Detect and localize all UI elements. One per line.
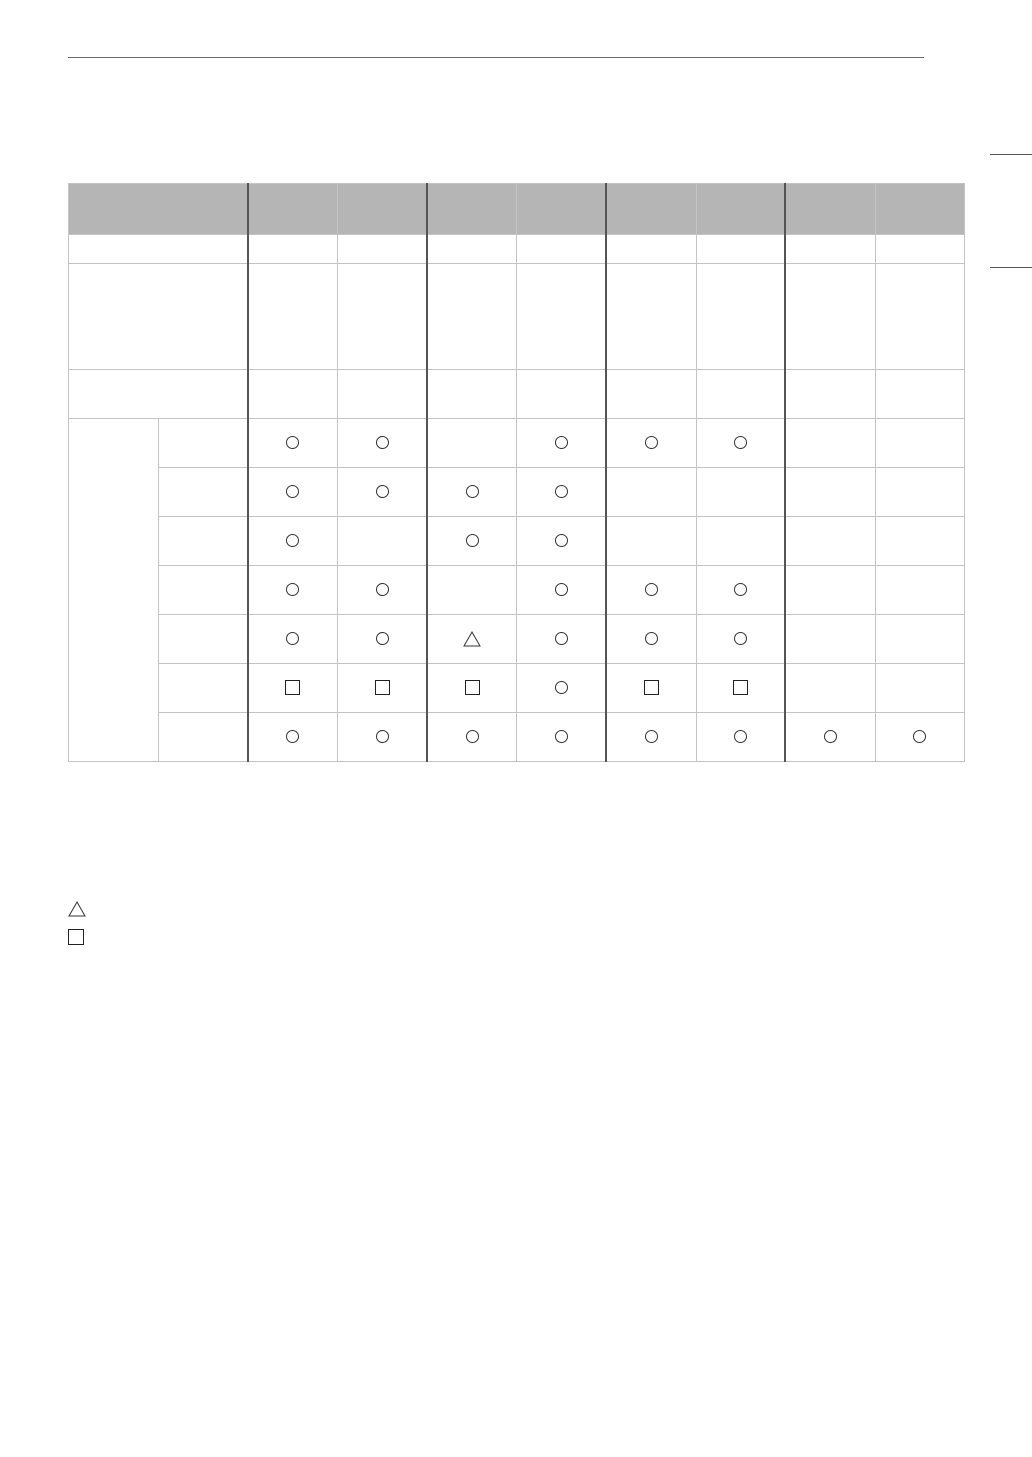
sub-label-cell: [159, 419, 248, 468]
circle-icon: [466, 485, 479, 498]
matrix-cell: [517, 566, 606, 615]
matrix-cell: [517, 664, 606, 713]
circle-icon: [734, 632, 747, 645]
sub-label-cell: [159, 713, 248, 762]
sub-label-cell: [159, 615, 248, 664]
column-header: [696, 184, 785, 235]
matrix-cell: [248, 419, 338, 468]
matrix-cell: [875, 468, 964, 517]
table-cell: [427, 235, 517, 264]
column-header: [875, 184, 964, 235]
matrix-row: [69, 566, 965, 615]
column-header: [785, 184, 875, 235]
table-cell: [427, 264, 517, 370]
table-cell: [606, 264, 696, 370]
compatibility-table: [68, 183, 965, 762]
circle-icon: [645, 436, 658, 449]
table-cell: [696, 370, 785, 419]
sub-label-cell: [159, 664, 248, 713]
matrix-row: [69, 615, 965, 664]
table-cell: [875, 235, 964, 264]
table-cell: [785, 264, 875, 370]
table-cell: [696, 235, 785, 264]
table-cell: [248, 370, 338, 419]
matrix-cell: [427, 566, 517, 615]
matrix-row: [69, 468, 965, 517]
matrix-cell: [785, 468, 875, 517]
table-cell: [785, 235, 875, 264]
circle-icon: [466, 534, 479, 547]
circle-icon: [734, 730, 747, 743]
circle-icon: [286, 632, 299, 645]
circle-icon: [466, 730, 479, 743]
circle-icon: [555, 681, 568, 694]
matrix-cell: [785, 664, 875, 713]
matrix-cell: [338, 664, 427, 713]
circle-icon: [555, 534, 568, 547]
circle-icon: [286, 436, 299, 449]
circle-icon: [286, 485, 299, 498]
table-cell: [248, 235, 338, 264]
circle-icon: [645, 632, 658, 645]
column-header: [427, 184, 517, 235]
matrix-cell: [606, 615, 696, 664]
sub-label-cell: [159, 566, 248, 615]
matrix-cell: [248, 566, 338, 615]
circle-icon: [286, 730, 299, 743]
matrix-cell: [248, 517, 338, 566]
circle-icon: [555, 730, 568, 743]
matrix-cell: [875, 713, 964, 762]
table-row: [69, 235, 965, 264]
row-label-cell: [69, 235, 248, 264]
matrix-cell: [338, 615, 427, 664]
matrix-cell: [338, 713, 427, 762]
table-cell: [785, 370, 875, 419]
sub-label-cell: [159, 517, 248, 566]
column-header: [248, 184, 338, 235]
matrix-cell: [696, 419, 785, 468]
square-icon: [285, 680, 300, 695]
matrix-cell: [875, 615, 964, 664]
table-cell: [875, 264, 964, 370]
matrix-row: [69, 664, 965, 713]
table-cell: [427, 370, 517, 419]
table-cell: [338, 235, 427, 264]
matrix-cell: [696, 517, 785, 566]
circle-icon: [286, 583, 299, 596]
matrix-cell: [427, 664, 517, 713]
circle-icon: [824, 730, 837, 743]
circle-icon: [555, 436, 568, 449]
table-cell: [696, 264, 785, 370]
circle-icon: [645, 730, 658, 743]
matrix-row: [69, 713, 965, 762]
circle-icon: [376, 436, 389, 449]
matrix-cell: [875, 566, 964, 615]
matrix-cell: [517, 517, 606, 566]
square-icon: [733, 680, 748, 695]
group-label-cell: [69, 419, 159, 762]
matrix-cell: [517, 713, 606, 762]
header-row: [69, 184, 965, 235]
matrix-cell: [606, 713, 696, 762]
table-cell: [517, 264, 606, 370]
circle-icon: [645, 583, 658, 596]
matrix-cell: [696, 566, 785, 615]
table-cell: [606, 370, 696, 419]
circle-icon: [555, 485, 568, 498]
matrix-cell: [517, 419, 606, 468]
matrix-cell: [606, 419, 696, 468]
matrix-cell: [606, 566, 696, 615]
symbol-legend: [68, 895, 86, 951]
triangle-icon: [68, 901, 86, 917]
table-cell: [338, 370, 427, 419]
matrix-cell: [785, 615, 875, 664]
circle-icon: [555, 583, 568, 596]
matrix-cell: [606, 468, 696, 517]
circle-icon: [376, 485, 389, 498]
matrix-cell: [338, 468, 427, 517]
side-tab-marker-top: [990, 154, 1032, 155]
matrix-cell: [427, 713, 517, 762]
legend-item-triangle: [68, 895, 86, 923]
circle-icon: [913, 730, 926, 743]
matrix-cell: [338, 517, 427, 566]
matrix-cell: [338, 419, 427, 468]
row-label-cell: [69, 264, 248, 370]
matrix-cell: [338, 566, 427, 615]
matrix-cell: [517, 615, 606, 664]
matrix-cell: [517, 468, 606, 517]
matrix-cell: [248, 713, 338, 762]
matrix-cell: [606, 664, 696, 713]
matrix-cell: [696, 468, 785, 517]
side-tab-marker-bottom: [990, 267, 1032, 268]
circle-icon: [376, 632, 389, 645]
matrix-cell: [248, 615, 338, 664]
top-rule: [68, 57, 924, 58]
column-header: [517, 184, 606, 235]
table-cell: [875, 370, 964, 419]
matrix-cell: [696, 664, 785, 713]
matrix-cell: [427, 468, 517, 517]
square-icon: [68, 929, 84, 945]
table-cell: [606, 235, 696, 264]
matrix-cell: [785, 517, 875, 566]
circle-icon: [376, 730, 389, 743]
table-cell: [248, 264, 338, 370]
matrix-cell: [785, 566, 875, 615]
header-corner-cell: [69, 184, 248, 235]
matrix-cell: [248, 468, 338, 517]
circle-icon: [734, 436, 747, 449]
column-header: [338, 184, 427, 235]
matrix-cell: [875, 419, 964, 468]
circle-icon: [555, 632, 568, 645]
matrix-cell: [427, 615, 517, 664]
column-header: [606, 184, 696, 235]
sub-label-cell: [159, 468, 248, 517]
matrix-row: [69, 419, 965, 468]
square-icon: [465, 680, 480, 695]
matrix-cell: [606, 517, 696, 566]
circle-icon: [376, 583, 389, 596]
matrix-cell: [875, 517, 964, 566]
matrix-cell: [427, 517, 517, 566]
table-cell: [338, 264, 427, 370]
table-row: [69, 370, 965, 419]
matrix-cell: [427, 419, 517, 468]
matrix-cell: [696, 615, 785, 664]
row-label-cell: [69, 370, 248, 419]
table-cell: [517, 235, 606, 264]
square-icon: [375, 680, 390, 695]
triangle-icon: [463, 631, 481, 647]
matrix-cell: [248, 664, 338, 713]
circle-icon: [734, 583, 747, 596]
square-icon: [644, 680, 659, 695]
matrix-row: [69, 517, 965, 566]
matrix-cell: [785, 713, 875, 762]
matrix-cell: [875, 664, 964, 713]
circle-icon: [286, 534, 299, 547]
legend-item-square: [68, 923, 86, 951]
table-row: [69, 264, 965, 370]
matrix-cell: [785, 419, 875, 468]
table-cell: [517, 370, 606, 419]
matrix-cell: [696, 713, 785, 762]
